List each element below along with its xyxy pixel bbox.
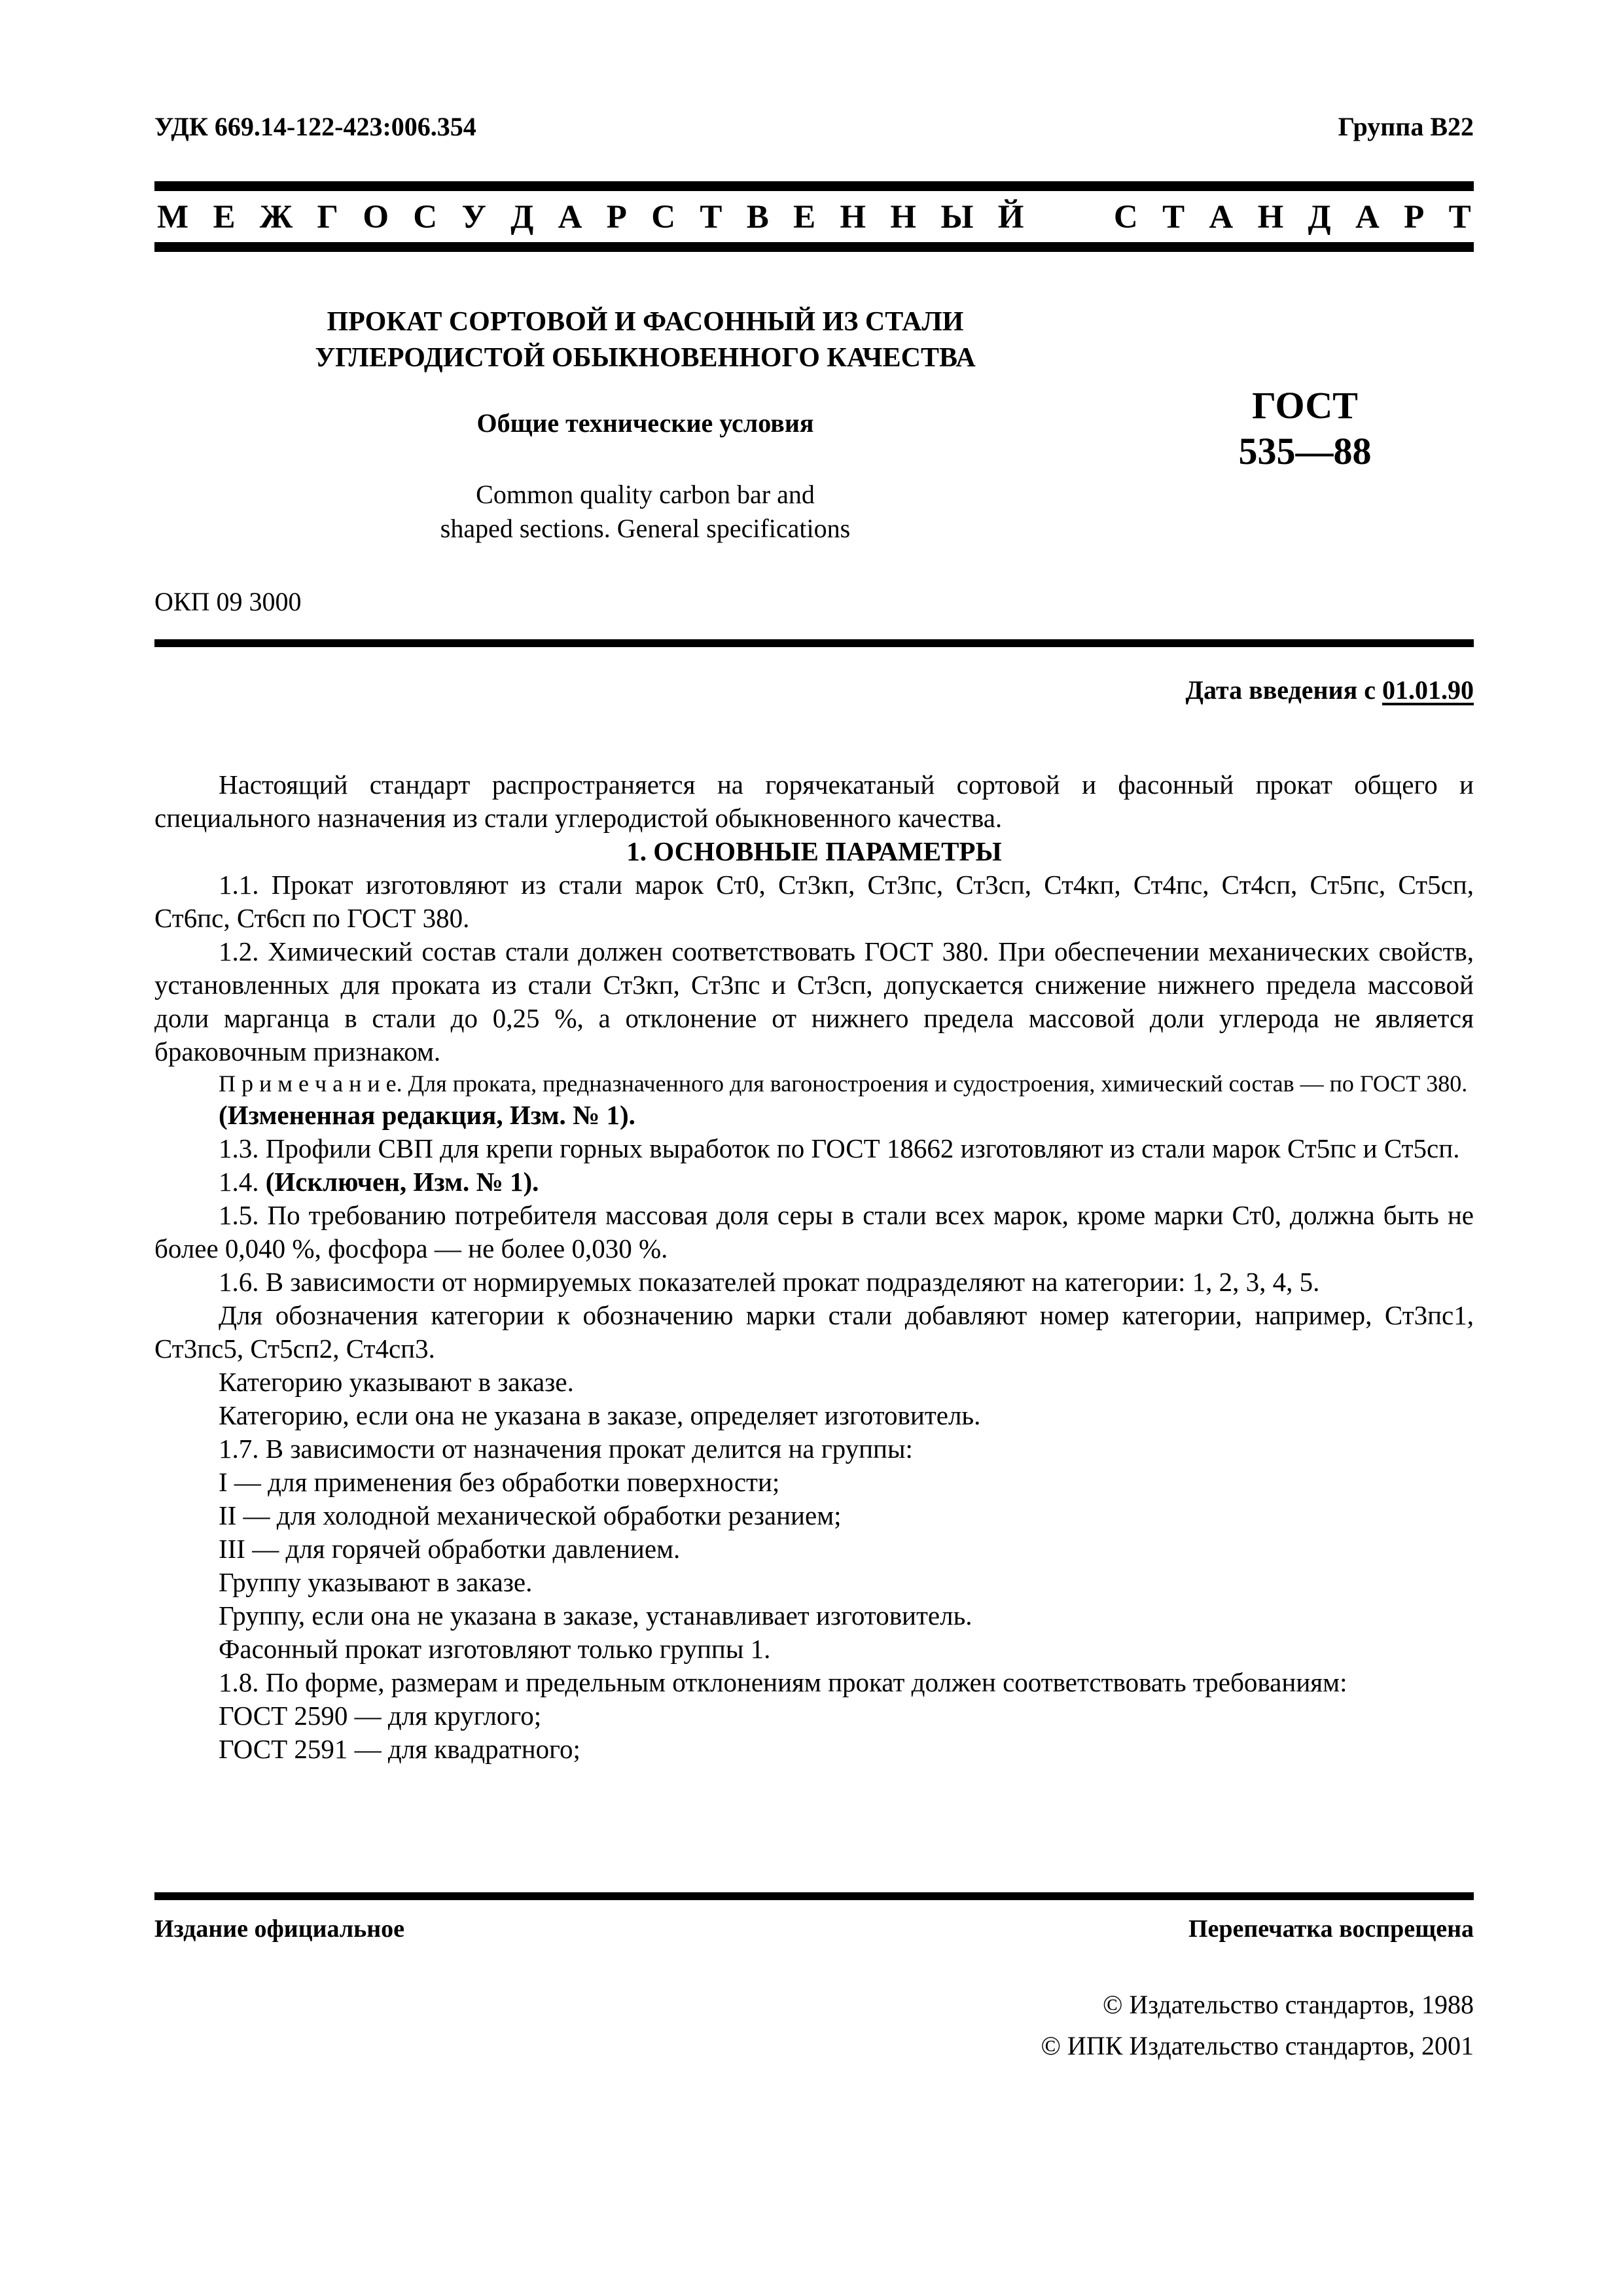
document-title-english bbox=[154, 478, 1136, 546]
top-row bbox=[154, 111, 1474, 142]
copyright-line-1988: © Издательство стандартов, 1988 bbox=[1102, 1990, 1474, 2019]
udk-code: УДК 669.14-122-423:006.354 bbox=[154, 112, 476, 141]
horizontal-rule-bottom bbox=[154, 1892, 1474, 1900]
official-edition-label: Издание официальное bbox=[154, 1915, 405, 1943]
title-en-line-1: Common quality carbon bar and bbox=[476, 480, 815, 510]
paragraph-1-6-order: Категорию указывают в заказе. bbox=[219, 1367, 574, 1398]
intro-paragraph: Настоящий стандарт распространяется на горячекатаный сортовой и фасонный прокат общего и специального назначения из стали углеродистой обыкновенного качества. bbox=[154, 769, 1474, 834]
paragraph-1-6-manufacturer: Категорию, если она не указана в заказе, определяет изготовитель. bbox=[219, 1400, 981, 1431]
copyright-block bbox=[154, 1984, 1474, 2066]
note-text: Для проката, предназначенного для вагоностроения и судостроения, химический состав — по ГОСТ 380. bbox=[402, 1070, 1468, 1097]
gost-digits: 535—88 bbox=[1238, 430, 1372, 473]
paragraph-1-4 bbox=[154, 1165, 1474, 1199]
paragraph-1-5: 1.5. По требованию потребителя массовая доля серы в стали всех марок, кроме марки Ст0, должна быть не более 0,040 %, фосфора — не более 0,030 %. bbox=[154, 1200, 1474, 1264]
paragraph-1-7-group-ii: II — для холодной механической обработки резанием; bbox=[219, 1500, 842, 1531]
amendment-note-1: (Измененная редакция, Изм. № 1). bbox=[219, 1100, 635, 1131]
paragraph-1-7-group-i: I — для применения без обработки поверхности; bbox=[219, 1467, 780, 1498]
gost-number bbox=[1136, 304, 1474, 546]
okp-code: ОКП 09 3000 bbox=[154, 587, 302, 617]
paragraph-1-2: 1.2. Химический состав стали должен соответствовать ГОСТ 380. При обеспечении механических свойств, установленных для проката из стали Ст3кп, Ст3пс и Ст3сп, допускается снижение нижнего предела массовой доли марганца в стали до 0,25 %, а отклонение от нижнего предела массовой доли углерода не является браковочным признаком. bbox=[154, 936, 1474, 1067]
horizontal-rule-top bbox=[154, 639, 1474, 647]
page-footer bbox=[154, 1892, 1474, 2066]
paragraph-1-8-square: ГОСТ 2591 — для квадратного; bbox=[219, 1734, 580, 1765]
paragraph-1-8-round: ГОСТ 2590 — для круглого; bbox=[219, 1701, 542, 1731]
banner-title: М Е Ж Г О С У Д А Р С Т В Е Н Н Ы Й С Т А Н Д А Р Т bbox=[157, 199, 1471, 236]
document-header bbox=[154, 304, 1474, 546]
paragraph-1-7-group-iii: III — для горячей обработки давлением. bbox=[219, 1534, 681, 1564]
document-body bbox=[154, 768, 1474, 1766]
paragraph-1-8: 1.8. По форме, размерам и предельным отклонениям прокат должен соответствовать требованиям: bbox=[219, 1667, 1347, 1698]
copyright-line-2001: © ИПК Издательство стандартов, 2001 bbox=[1041, 2031, 1474, 2061]
document-title bbox=[154, 304, 1136, 377]
clause-1-4-number: 1.4. bbox=[219, 1167, 266, 1197]
paragraph-1-6: 1.6. В зависимости от нормируемых показателей прокат подразделяют на категории: 1, 2, 3, 4, 5. bbox=[219, 1267, 1320, 1298]
group-code: Группа В22 bbox=[1338, 112, 1474, 141]
paragraph-1-7: 1.7. В зависимости от назначения прокат делится на группы: bbox=[219, 1434, 913, 1464]
paragraph-1-1: 1.1. Прокат изготовляют из стали марок Ст0, Ст3кп, Ст3пс, Ст3сп, Ст4кп, Ст4пс, Ст4сп, Ст5пс, Ст5сп, Ст6пс, Ст6сп по ГОСТ 380. bbox=[154, 870, 1474, 934]
paragraph-1-7-shaped: Фасонный прокат изготовляют только группы 1. bbox=[219, 1634, 771, 1665]
document-subtitle: Общие технические условия bbox=[476, 408, 814, 438]
effective-date-value: 01.01.90 bbox=[1382, 675, 1474, 705]
title-block bbox=[154, 304, 1136, 546]
effective-date-label: Дата введения с bbox=[1185, 675, 1382, 705]
gost-label: ГОСТ bbox=[1252, 383, 1358, 427]
clause-1-4-excluded: (Исключен, Изм. № 1). bbox=[265, 1167, 539, 1197]
paragraph-1-6-designation: Для обозначения категории к обозначению марки стали добавляют номер категории, например, Ст3пс1, Ст3пс5, Ст5сп2, Ст4сп3. bbox=[154, 1300, 1474, 1364]
standard-banner bbox=[154, 181, 1474, 252]
no-reprint-label: Перепечатка воспрещена bbox=[1188, 1915, 1474, 1943]
effective-date-line bbox=[154, 675, 1474, 705]
title-line-2: УГЛЕРОДИСТОЙ ОБЫКНОВЕННОГО КАЧЕСТВА bbox=[315, 342, 976, 373]
title-line-1: ПРОКАТ СОРТОВОЙ И ФАСОННЫЙ ИЗ СТАЛИ bbox=[327, 306, 964, 337]
title-en-line-2: shaped sections. General specifications bbox=[440, 514, 851, 544]
paragraph-1-7-order: Группу указывают в заказе. bbox=[219, 1567, 533, 1598]
section-1-heading: 1. ОСНОВНЫЕ ПАРАМЕТРЫ bbox=[626, 836, 1002, 867]
note-label: П р и м е ч а н и е. bbox=[219, 1070, 402, 1097]
paragraph-1-7-manufacturer: Группу, если она не указана в заказе, устанавливает изготовитель. bbox=[219, 1600, 972, 1631]
footer-row bbox=[154, 1915, 1474, 1943]
note-paragraph bbox=[154, 1069, 1474, 1099]
paragraph-1-3: 1.3. Профили СВП для крепи горных выработок по ГОСТ 18662 изготовляют из стали марок Ст5пс и Ст5сп. bbox=[219, 1133, 1460, 1164]
